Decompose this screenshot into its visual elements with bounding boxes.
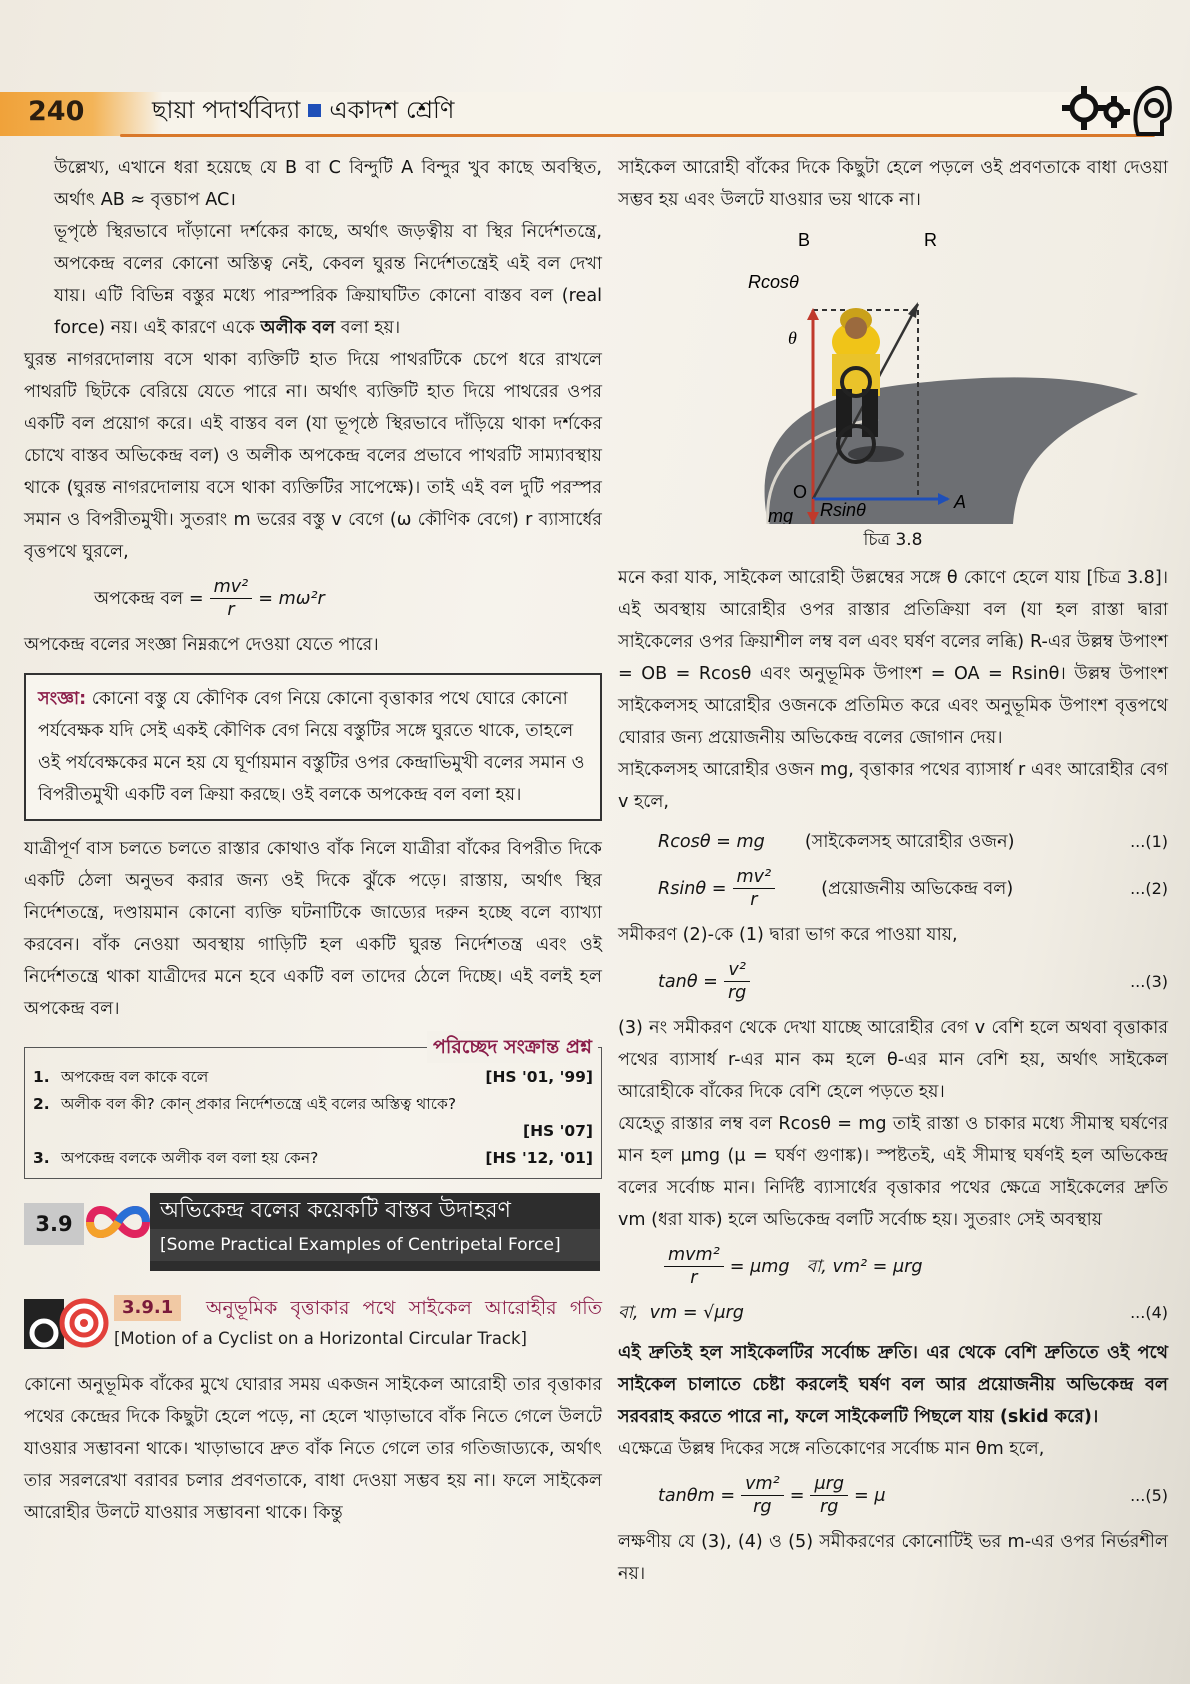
header-title bbox=[152, 92, 454, 132]
label-O: O bbox=[793, 482, 808, 502]
figure-caption: চিত্র 3.8 bbox=[863, 530, 923, 550]
equation-3: tanθ = $\frac{\text{v²}}{rg}$ ...(3) bbox=[658, 960, 1168, 1003]
left-column bbox=[24, 152, 602, 1529]
class-label: একাদশ শ্রেণি bbox=[329, 96, 455, 124]
question-item: 1. অপকেন্দ্র বল কাকে বলে [HS '01, '99] bbox=[33, 1068, 593, 1086]
definition-text: কোনো বস্তু যে কৌণিক বেগ নিয়ে কোনো বৃত্তাকার পথে ঘোরে কোনো পর্যবেক্ষক যদি সেই একই কৌণিক বেগ নিয়ে বস্তুটির সঙ্গে ঘুরতে থাকে, তাহলে ওই পর্যবেক্ষকের মনে হয় যে ঘূর্ণায়মান বস্তুটির ওপর কেন্দ্রাভিমুখী বলের সমান ও বিপরীতমুখী একটি বল ক্রিয়া করছে। ওই বলকে অপকেন্দ্র বল বলা হয়। bbox=[38, 689, 585, 805]
label-Rcos: Rcosθ bbox=[748, 272, 799, 292]
centrifugal-force-equation: অপকেন্দ্র বল = $\frac{\text{mv²}}{r}$ = mω²r bbox=[94, 577, 325, 620]
right-paragraph-9: লক্ষণীয় যে (3), (4) ও (5) সমীকরণের কোনোটিই ভর m-এর ওপর নির্ভরশীল নয়। bbox=[618, 1532, 1168, 1584]
subsection-heading bbox=[24, 1289, 602, 1365]
left-paragraph-1: উল্লেখ্য, এখানে ধরা হয়েছে যে B বা C বিন্দুটি A বিন্দুর খুব কাছে অবস্থিত, অর্থাৎ AB ≈ বৃত্তচাপ AC। bbox=[54, 158, 602, 210]
right-paragraph-7: এই দ্রুতিই হল সাইকেলটির সর্বোচ্চ দ্রুতি। এর থেকে বেশি দ্রুতিতে ওই পথে সাইকেল চালাতে চেষ্টা করলেই ঘর্ষণ বল আর প্রয়োজনীয় অভিকেন্দ্র বল সরবরাহ করতে পারে না, ফলে সাইকেলটি পিছলে যায় (skid করে)। bbox=[618, 1343, 1168, 1427]
gear-target-icon bbox=[24, 1293, 110, 1353]
equation-4b: বা, vm = √μrg ...(4) bbox=[618, 1303, 1168, 1323]
right-paragraph-8: এক্ষেত্রে উল্লম্ব দিকের সঙ্গে নতিকোণের সর্বোচ্চ মান θm হলে, bbox=[618, 1439, 1045, 1459]
left-paragraph-6: কোনো অনুভূমিক বাঁকের মুখে ঘোরার সময় একজন সাইকেল আরোহী তার বৃত্তাকার পথের কেন্দ্রের দিকে কিছুটা হেলে পড়ে, না হেলে খাড়াভাবে বাঁক নিতে গেলে উলটে যাওয়ার সম্ভাবনা থাকে। খাড়াভাবে দ্রুত বাঁক নিতে গেলে তার গতিজাড্যকে, অর্থাৎ তার সরলরেখা বরাবর চলার প্রবণতাকে, বাধা দেওয়া সম্ভব হয় না। ফলে সাইকেল আরোহীর উলটে যাওয়ার সম্ভাবনা থাকে। কিন্তু bbox=[24, 1375, 602, 1523]
right-paragraph-4: সমীকরণ (2)-কে (1) দ্বারা ভাগ করে পাওয়া যায়, bbox=[618, 925, 958, 945]
right-paragraph-5: (3) নং সমীকরণ থেকে দেখা যাচ্ছে আরোহীর বেগ v বেশি হলে অথবা বৃত্তাকার পথের ব্যাসার্ধ r-এর মান কম হলে θ-এর মান বেশি হয়, অর্থাৎ সাইকেল আরোহীকে বাঁকের দিকে বেশি হেলে পড়তে হয়। bbox=[618, 1018, 1168, 1102]
label-mg: mg bbox=[768, 506, 794, 524]
fraction: $\frac{\text{mv²}}{r}$ bbox=[210, 576, 253, 621]
equation-4a: $\frac{\text{mvm²}}{r}$ = μmg বা, vm² = μrg bbox=[618, 1244, 1168, 1289]
cyclist-force-diagram bbox=[618, 224, 1168, 524]
label-A: A bbox=[954, 492, 967, 512]
left-paragraph-3: ঘুরন্ত নাগরদোলায় বসে থাকা ব্যক্তিটি হাত দিয়ে পাথরটিকে চেপে ধরে রাখলে পাথরটি ছিটকে বেরিয়ে যেতে পারে না। অর্থাৎ ব্যক্তিটি হাত দিয়ে পাথরের ওপর একটি বল প্রয়োগ করে। এই বাস্তব বল (যা ভূপৃষ্ঠে স্থিরভাবে দাঁড়িয়ে থাকা দর্শকের চোখে বাস্তব অভিকেন্দ্র বল) ও অলীক অপকেন্দ্র বলের প্রভাবে পাথরটি সাম্যাবস্থায় থাকে (ঘুরন্ত নাগরদোলায় বসে থাকা ব্যক্তিটির সাপেক্ষে)। তাই এই বল দুটি পরস্পর সমান ও বিপরীতমুখী। সুতরাং m ভরের বস্তু v বেগে (ω কৌণিক বেগে) r ব্যাসার্ধের বৃত্তপথে ঘুরলে, bbox=[24, 350, 602, 562]
question-item: 3. অপকেন্দ্র বলকে অলীক বল বলা হয় কেন? [HS '12, '01] bbox=[33, 1149, 593, 1167]
right-paragraph-3: সাইকেলসহ আরোহীর ওজন mg, বৃত্তাকার পথের ব্যাসার্ধ r এবং আরোহীর বেগ v হলে, bbox=[618, 760, 1168, 812]
header-rule bbox=[120, 134, 1155, 137]
subsection-number: 3.9.1 bbox=[114, 1295, 181, 1321]
section-number: 3.9 bbox=[24, 1203, 84, 1245]
subsection-title: অনুভূমিক বৃত্তাকার পথে সাইকেল আরোহীর গতি [Motion of a Cyclist on a Horizontal Circular Track] bbox=[114, 1297, 602, 1348]
left-paragraph-2: ভূপৃষ্ঠে স্থিরভাবে দাঁড়ানো দর্শকের কাছে, অর্থাৎ জড়ত্বীয় বা স্থির নির্দেশতন্ত্রে, অপকেন্দ্র বলের কোনো অস্তিত্ব নেই, কেবল ঘুরন্ত নির্দেশতন্ত্রেই এই বল দেখা যায়। এটি বিভিন্ন বস্তুর মধ্যে পারস্পরিক ক্রিয়াঘটিত কোনো বাস্তব বল (real force) নয়। এই কারণে একে অলীক বল বলা হয়। bbox=[54, 222, 602, 338]
equation-2: Rsinθ = $\frac{\text{mv²}}{r}$ (প্রয়োজনীয় অভিকেন্দ্র বল) ...(2) bbox=[658, 867, 1168, 910]
definition-box bbox=[24, 673, 602, 821]
label-Rsin: Rsinθ bbox=[820, 500, 866, 520]
label-theta: θ bbox=[788, 328, 797, 348]
section-questions-box: পরিচ্ছেদ সংক্রান্ত প্রশ্ন 1. অপকেন্দ্র বল কাকে বলে [HS '01, '99] 2. অলীক বল কী? কোন্ প্রকার নির্দেশতন্ত্রে এই বলের অস্তিত্ব থাকে? [HS '07] 3. অপকেন্দ্র বলকে অলীক বল বলা হয় কেন? [HS '12, '01] bbox=[24, 1047, 602, 1179]
definition-label: সংজ্ঞা: bbox=[38, 689, 87, 709]
equation-5: tanθm = $\frac{\text{vm²}}{rg}$ = $\frac{\text{μrg}}{rg}$ = μ ...(5) bbox=[658, 1474, 1168, 1517]
page-number: 240 bbox=[28, 96, 85, 127]
equation-1: Rcosθ = mg (সাইকেলসহ আরোহীর ওজন) ...(1) bbox=[658, 832, 1168, 852]
label-R: R bbox=[924, 230, 937, 250]
infinity-icon bbox=[86, 1199, 150, 1245]
left-paragraph-4: অপকেন্দ্র বলের সংজ্ঞা নিম্নরূপে দেওয়া যেতে পারে। bbox=[24, 635, 379, 655]
section-title-en: [Some Practical Examples of Centripetal Force] bbox=[150, 1229, 600, 1261]
questions-title: পরিচ্ছেদ সংক্রান্ত প্রশ্ন bbox=[427, 1031, 598, 1063]
label-B: B bbox=[798, 230, 811, 250]
figure-3-8 bbox=[618, 224, 1168, 524]
square-bullet-icon bbox=[308, 104, 321, 117]
gears-head-logo-icon bbox=[1062, 78, 1172, 142]
right-paragraph-2: মনে করা যাক, সাইকেল আরোহী উল্লম্বের সঙ্গে θ কোণে হেলে যায় [চিত্র 3.8]। এই অবস্থায় আরোহীর ওপর রাস্তার প্রতিক্রিয়া বল (যা হল রাস্তা দ্বারা সাইকেলের ওপর ক্রিয়াশীল লম্ব বল এবং ঘর্ষণ বলের লব্ধি) R-এর উল্লম্ব উপাংশ = OB = Rcosθ এবং অনুভূমিক উপাংশ = OA = Rsinθ। উল্লম্ব উপাংশ সাইকেলসহ আরোহীর ওজনকে প্রতিমিত করে এবং অনুভূমিক উপাংশ বৃত্তপথে ঘোরার জন্য প্রয়োজনীয় অভিকেন্দ্র বলের জোগান দেয়। bbox=[618, 568, 1168, 748]
right-column bbox=[618, 152, 1168, 1590]
section-banner bbox=[24, 1193, 602, 1275]
section-title-box bbox=[150, 1193, 600, 1271]
question-item: 2. অলীক বল কী? কোন্ প্রকার নির্দেশতন্ত্রে এই বলের অস্তিত্ব থাকে? bbox=[33, 1095, 457, 1113]
bold-term-fictitious-force: অলীক বল bbox=[260, 318, 336, 338]
left-paragraph-5: যাত্রীপূর্ণ বাস চলতে চলতে রাস্তার কোথাও বাঁক নিলে যাত্রীরা বাঁকের বিপরীত দিকে একটি ঠেলা অনুভব করার জন্য ওই দিকে ঝুঁকে পড়ে। রাস্তায়, অর্থাৎ স্থির নির্দেশতন্ত্রে, দণ্ডায়মান কোনো ব্যক্তি ঘটনাটিকে জাড্যের দরুন হচ্ছে বলে ব্যাখ্যা করবেন। বাঁক নেওয়া অবস্থায় গাড়িটি হল একটি ঘুরন্ত নির্দেশতন্ত্র এবং ওই নির্দেশতন্ত্রে থাকা যাত্রীদের মনে হবে একটি বল তাদের ঠেলে দিচ্ছে। এই বলই হল অপকেন্দ্র বল। bbox=[24, 839, 602, 1019]
right-paragraph-6: যেহেতু রাস্তার লম্ব বল Rcosθ = mg তাই রাস্তা ও চাকার মধ্যে সীমাস্থ ঘর্ষণের মান হল μmg (μ = ঘর্ষণ গুণাঙ্ক)। স্পষ্টতই, এই সীমাস্থ ঘর্ষণই হল অভিকেন্দ্র বলের সর্বোচ্চ মান। নির্দিষ্ট ব্যাসার্ধের বৃত্তাকার পথের ক্ষেত্রে সাইকেলের দ্রুতি vm (ধরা যাক) হলে অভিকেন্দ্র বলটি সর্বোচ্চ হয়। সুতরাং সেই অবস্থায় bbox=[618, 1114, 1168, 1230]
book-title: ছায়া পদার্থবিদ্যা bbox=[152, 96, 301, 124]
section-title-bn: অভিকেন্দ্র বলের কয়েকটি বাস্তব উদাহরণ bbox=[160, 1198, 511, 1223]
right-paragraph-1: সাইকেল আরোহী বাঁকের দিকে কিছুটা হেলে পড়লে ওই প্রবণতাকে বাধা দেওয়া সম্ভব হয় এবং উলটে যাওয়ার ভয় থাকে না। bbox=[618, 158, 1168, 210]
